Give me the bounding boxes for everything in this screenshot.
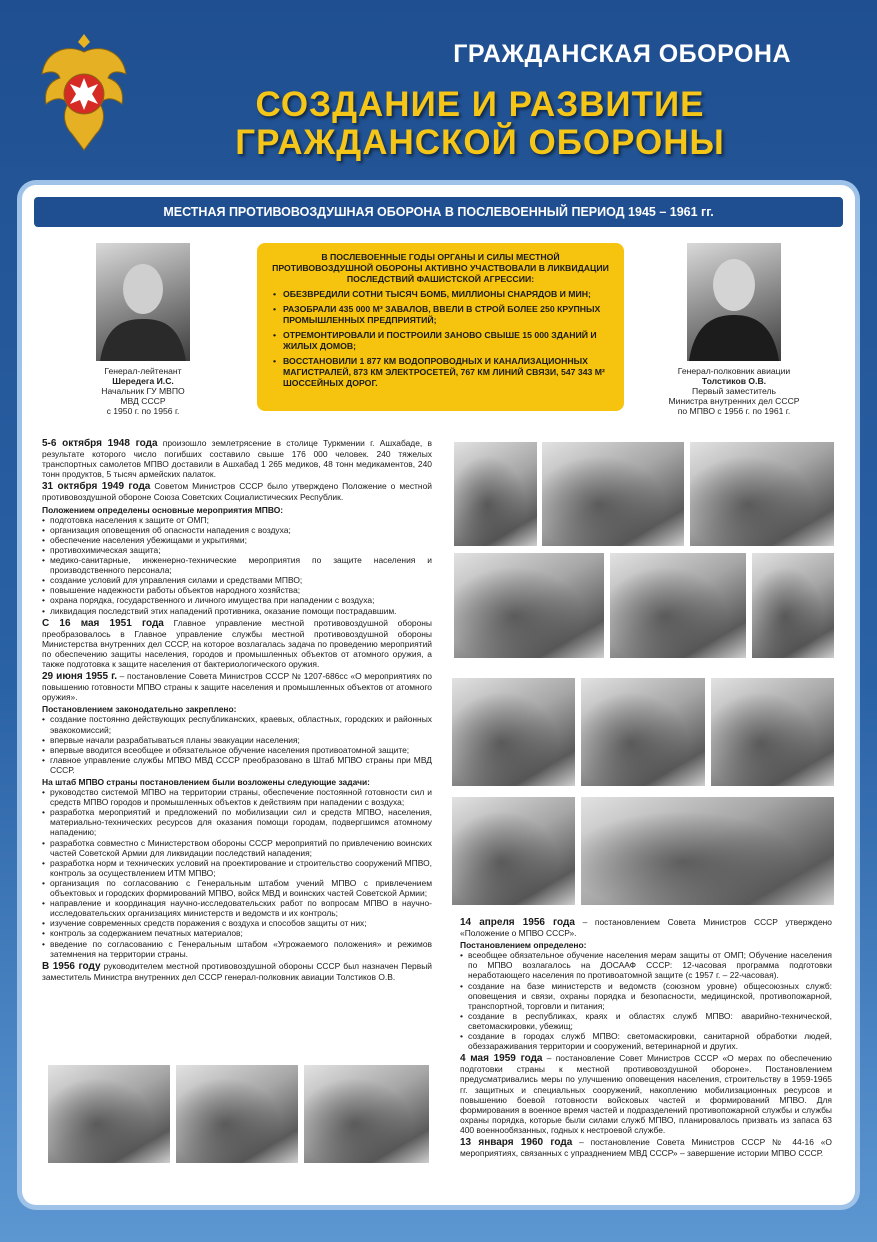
archive-photo (452, 678, 575, 786)
list-item: • повышение надежности работы объектов народного хозяйства; (42, 585, 432, 595)
list-item: • охрана порядка, государственного и личного имущества при нападении с воздуха; (42, 595, 432, 605)
rank: Генерал-полковник авиации (677, 366, 791, 376)
list-item: • организация по согласованию с Генеральным штабом учений МПВО с привлечением объектовых и городских формирований МПВО, войск МВД и воинских частей Советской Армии; (42, 878, 432, 898)
post: Начальник ГУ МВПО (101, 386, 185, 396)
person-name: Шередега И.С. (112, 376, 174, 386)
paragraph-text: произошло землетрясение в столице Туркмении г. Ашхабаде, в результате которого число погибших составило свыше 176 000 человек. 240 тяжелых транспортных самолетов МПВО доставили в Ашхабад 1 265 медиков, 48 тонн медикаментов, 240 тонн продуктов, 5 тысяч армейских палаток. (42, 438, 432, 480)
date-heading: 31 октября 1949 года (42, 481, 151, 493)
years: с 1950 г. по 1956 г. (106, 406, 180, 416)
list-item: • руководство системой МПВО на территории страны, обеспечение постоянной готовности сил и средств МПВО городов и промышленных объектов к действиям при нападении с воздуха; (42, 787, 432, 807)
archive-photo (48, 1065, 170, 1163)
date-heading: 4 мая 1959 года (460, 1053, 543, 1065)
paragraph-text: Главное управление местной противовоздушной обороны преобразовалось в Главное управление службы местной противовоздушной обороны Министерства внутренних дел СССР, на которое возлагалась задача по проведению мероприятий по обеспечению защиты населения, городов и промышленных объектов от атомного оружия, а также подготовка к защите населения от бактериологического оружия. (42, 617, 432, 669)
achievement-item: • ВОССТАНОВИЛИ 1 877 КМ ВОДОПРОВОДНЫХ И КАНАЛИЗАЦИОННЫХ МАГИСТРАЛЕЙ, 873 КМ ЭЛЕКТРОСЕТЕЙ, 767 КМ ЛИНИЙ СВЯЗИ, 547 343 М² ШОССЕЙНЫХ ДОРОГ. (271, 356, 610, 389)
achievement-item: • РАЗОБРАЛИ 435 000 М³ ЗАВАЛОВ, ВВЕЛИ В СТРОЙ БОЛЕЕ 250 КРУПНЫХ ПРОМЫШЛЕННЫХ ПРЕДПРИЯТИЙ; (271, 304, 610, 326)
subheading: На штаб МПВО страны постановлением были возложены следующие задачи: (42, 777, 370, 787)
date-heading: 13 января 1960 года (460, 1136, 573, 1148)
paragraph-text: руководителем местной противовоздушной обороны СССР был назначен Первый заместитель Министра внутренних дел СССР генерал-полковник авиации Толстиков О.В. (42, 960, 432, 982)
content-panel (22, 185, 855, 1205)
archive-photo (452, 797, 575, 905)
list-item: • введение по согласованию с Генеральным штабом «Угрожаемого положения» и режимов затемнения на территории страны. (42, 939, 432, 959)
list-item: • всеобщее обязательное обучение населения мерам защиты от ОМП; Обучение населения по МПВО возлагалось на ДОСААФ СССР: 12-часовая программа подготовки неработающего населения по противоатомной защите (с 1957 г. – 22-часовая). (460, 950, 832, 980)
list-item: • создание в республиках, краях и областях служб МПВО: аварийно-технической, светомаскировки, убежищ; (460, 1011, 832, 1031)
list-item: • противохимическая защита; (42, 545, 432, 555)
list-item: • создание условий для управления силами и средствами МПВО; (42, 575, 432, 585)
list-item: • создание в городах служб МПВО: светомаскировки, санитарной обработки людей, обеззараживания территории и сооружений, ветеринарной и других. (460, 1031, 832, 1051)
archive-photo (304, 1065, 429, 1163)
caption-tolstikov (654, 366, 814, 416)
archive-photo (752, 553, 834, 658)
post: Первый заместитель (692, 386, 776, 396)
list-item: • изучение современных средств поражения с воздуха и способов защиты от них; (42, 918, 432, 928)
archive-photo (176, 1065, 298, 1163)
page-title-line-2: ГРАЖДАНСКОЙ ОБОРОНЫ (235, 123, 725, 162)
list-item: • подготовка населения к защите от ОМП; (42, 515, 432, 525)
portrait-sheredega (96, 243, 190, 361)
archive-photo (542, 442, 684, 546)
list-item: • разработка мероприятий и предложений по мобилизации сил и средств МПВО, населения, материально-технических ресурсов для оказания помощи городам, подвергшимся атомному нападению; (42, 807, 432, 837)
archive-photo (711, 678, 834, 786)
list-item: • организация оповещения об опасности нападения с воздуха; (42, 525, 432, 535)
date-heading: 5-6 октября 1948 года (42, 438, 158, 449)
archive-photo (581, 678, 705, 786)
date-heading: В 1956 году (42, 960, 101, 972)
left-text-column (42, 438, 432, 984)
page-title (150, 86, 810, 162)
list-item: • создание на базе министерств и ведомств (союзном уровне) общесоюзных служб: оповещения и связи, охраны порядка и безопасности, медицинской, противопожарной, транспортной, торговли и питания; (460, 981, 832, 1011)
paragraph-text: – постановление Совета Министров СССР № 1207-686сс «О мероприятиях по повышению готовности МПВО страны к защите населения и промышленных объектов от атомного оружия». (42, 671, 432, 703)
subheading: Постановлением законодательно закреплено: (42, 704, 237, 715)
paragraph-text: – постановление Совета Министров СССР № 44-16 «О мероприятиях, связанных с упразднением МВД СССР» – завершение истории МПВО СССР. (460, 1136, 832, 1159)
archive-photo (581, 797, 834, 905)
list-item: • ликвидация последствий этих нападений противника, оказание помощи пострадавшим. (42, 606, 432, 616)
archive-photo (454, 442, 537, 546)
post: МВД СССР (120, 396, 166, 406)
archive-photo (454, 553, 604, 658)
list-item: • главное управление службы МПВО МВД СССР преобразовано в Штаб МПВО страны при МВД СССР. (42, 755, 432, 775)
section-title: МЕСТНАЯ ПРОТИВОВОЗДУШНАЯ ОБОРОНА В ПОСЛЕВОЕННЫЙ ПЕРИОД 1945 – 1961 гг. (34, 197, 843, 227)
archive-photo (690, 442, 834, 546)
post: Министра внутренних дел СССР (668, 396, 800, 406)
portrait-tolstikov (687, 243, 781, 361)
list-item: • разработка совместно с Министерством обороны СССР мероприятий по привлечению воинских частей Советской Армии для ликвидации последствий нападения; (42, 838, 432, 858)
date-heading: 14 апреля 1956 года (460, 917, 575, 928)
person-name: Толстиков О.В. (701, 376, 767, 386)
date-heading: С 16 мая 1951 года (42, 617, 164, 629)
list-item: • обеспечение населения убежищами и укрытиями; (42, 535, 432, 545)
years: по МПВО с 1956 г. по 1961 г. (677, 406, 791, 416)
subheading: Постановлением определено: (460, 940, 587, 951)
paragraph-text: – постановлением Совета Министров СССР утверждено «Положение о МПВО СССР». (460, 917, 832, 939)
list-item: • впервые начали разрабатываться планы эвакуации населения; (42, 735, 432, 745)
archive-photo (610, 553, 746, 658)
list-item: • контроль за содержанием печатных материалов; (42, 928, 432, 938)
emergency-ministry-emblem (38, 30, 130, 154)
paragraph-text: Советом Министров СССР было утверждено Положение о местной противовоздушной обороне Союза Советских Социалистических Республик. (42, 481, 432, 503)
rank: Генерал-лейтенант (104, 366, 182, 376)
achievements-intro: В ПОСЛЕВОЕННЫЕ ГОДЫ ОРГАНЫ И СИЛЫ МЕСТНОЙ ПРОТИВОВОЗДУШНОЙ ОБОРОНЫ АКТИВНО УЧАСТВОВАЛИ В ЛИКВИДАЦИИ ПОСЛЕДСТВИЙ ФАШИСТСКОЙ АГРЕССИИ: (272, 252, 609, 284)
list-item: • разработка норм и технических условий на проектирование и строительство сооружений МПВО, контроль за осуществлением ИТМ МПВО; (42, 858, 432, 878)
list-item: • медико-санитарные, инженерно-технические мероприятия по защите населения и производственного персонала; (42, 555, 432, 575)
list-item: • направление и координация научно-исследовательских работ по вопросам МПВО в научно-исследовательских организациях министерств и ведомств и их контроль; (42, 898, 432, 918)
date-heading: 29 июня 1955 г. (42, 671, 118, 683)
right-text-column (460, 917, 832, 1160)
achievements-box (257, 243, 624, 411)
achievement-item: • ОБЕЗВРЕДИЛИ СОТНИ ТЫСЯЧ БОМБ, МИЛЛИОНЫ СНАРЯДОВ И МИН; (271, 289, 610, 300)
caption-sheredega (72, 366, 214, 416)
paragraph-text: – постановление Совет Министров СССР «О мерах по обеспечению подготовки страны к местной противовоздушной обороне». Постановлением предусматривались меры по улучшению оповещения населения, строительству в 1959-1965 гг. защитных и специальных сооружений, накоплению мобилизационных ресурсов и повышению боевой готовности войсковых частей и формирований МПВО. Для формирования в военное время частей и подразделений противопожарной службы и службы охраны порядка, которые были силами служб МПВО, планировалось призвать из запаса 63 400 военнообязанных, годных к нестроевой службе. (460, 1053, 832, 1135)
achievement-item: • ОТРЕМОНТИРОВАЛИ И ПОСТРОИЛИ ЗАНОВО СВЫШЕ 15 000 ЗДАНИЙ И ЖИЛЫХ ДОМОВ; (271, 330, 610, 352)
organization-title: ГРАЖДАНСКАЯ ОБОРОНА (453, 40, 791, 68)
list-item: • создание постоянно действующих республиканских, краевых, областных, городских и районных эвакокомиссий; (42, 714, 432, 734)
list-item: • впервые вводится всеобщее и обязательное обучение населения противоатомной защите; (42, 745, 432, 755)
page-title-line-1: СОЗДАНИЕ И РАЗВИТИЕ (255, 85, 705, 124)
subheading: Положением определены основные мероприятия МПВО: (42, 504, 284, 515)
